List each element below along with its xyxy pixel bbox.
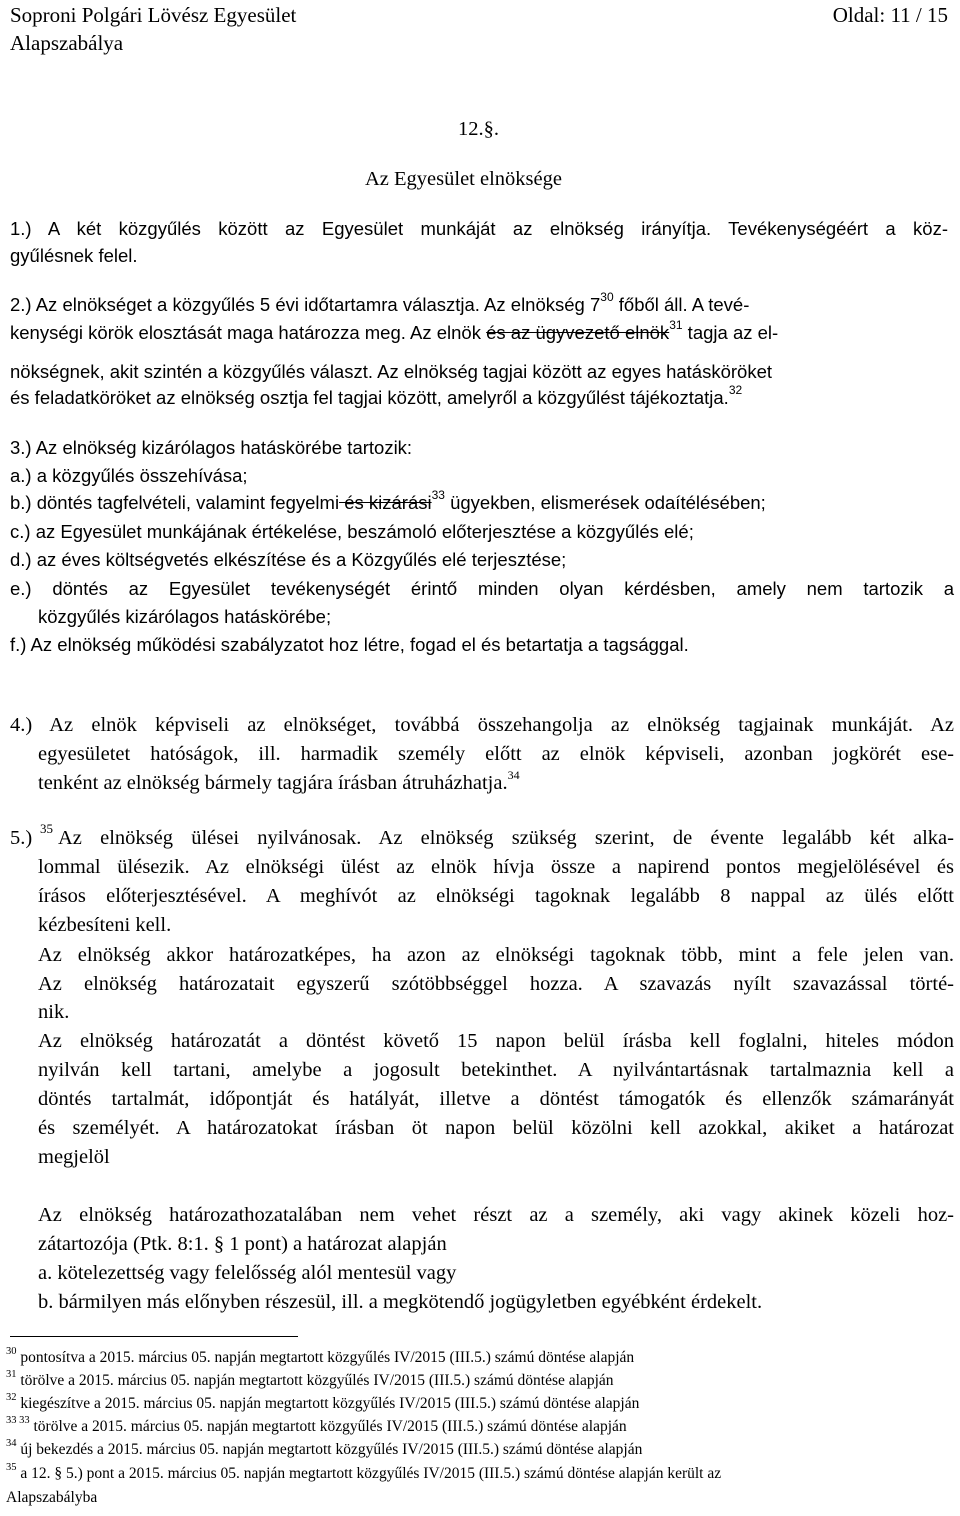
- p5-line-4: kézbesíteni kell.: [38, 914, 172, 936]
- footnote-34: [6, 1438, 643, 1459]
- p6-item-b: b. bármilyen más előnyben részesül, ill. a megkötendő jogügyletben egyébként érdekelt.: [38, 1291, 763, 1313]
- p4-line1: 4.) Az elnök képviseli az elnökséget, továbbá összehangolja az elnökség tagjainak munkáját. Az: [10, 714, 954, 736]
- footnote-31-text: törölve a 2015. március 05. napján megtartott közgyűlés IV/2015 (III.5.) számú döntése alapján: [16, 1372, 614, 1389]
- p5-number-text: 5.): [10, 827, 33, 849]
- header-org-name: Soproni Polgári Lövész Egyesület: [10, 3, 297, 27]
- footnote-ref-30: 30: [600, 290, 614, 304]
- p2-struck-text: és az ügyvezető elnök: [486, 322, 670, 343]
- p3-item-e-line2: közgyűlés kizárólagos hatáskörébe;: [38, 606, 332, 627]
- p2-line1-text-b: főből áll. A tevé-: [613, 294, 750, 315]
- p2-line2-text-a: kenységi körök elosztását maga határozza meg. Az elnök: [10, 322, 487, 343]
- p2-line1-text-a: 2.) Az elnökséget a közgyűlés 5 évi időtartamra választja. Az elnökség 7: [10, 294, 601, 315]
- footnote-separator: [10, 1336, 298, 1337]
- p3-struck-text: és kizárási: [339, 492, 432, 513]
- p6-line1: Az elnökség határozathozatalában nem vehet részt az a személy, aki vagy akinek közeli hoz-: [38, 1204, 954, 1226]
- footnote-34-number: 34: [6, 1438, 17, 1449]
- footnote-33-number: 33 33: [6, 1415, 30, 1426]
- p1-line2: gyűlésnek felel.: [10, 245, 138, 266]
- header-doc-title: Alapszabálya: [10, 31, 124, 55]
- p2-line2-text-b: tagja az el-: [682, 322, 779, 343]
- footnote-30: [6, 1346, 635, 1367]
- p5-line-5: Az elnökség akkor határozatképes, ha azon az elnökségi tagoknak több, mint a fele jelen van.: [38, 944, 954, 966]
- p1-line1: 1.) A két közgyűlés között az Egyesület munkáját az elnökség irányítja. Tevékenységéért a köz-: [10, 218, 948, 239]
- p5-line-11: és személyét. A határozatokat írásban öt napon belül közölni kell azokkal, akiket a határozat: [38, 1117, 954, 1139]
- p5-line-1: Az elnökség ülései nyilvánosak. Az elnökség szükség szerint, de évente legalább két alka-: [58, 827, 954, 849]
- p5-line-7: nik.: [38, 1001, 70, 1023]
- p3-item-b-text-a: b.) döntés tagfelvételi, valamint fegyelmi: [10, 492, 340, 513]
- section-title: Az Egyesület elnöksége: [365, 168, 562, 190]
- p2-line4-text: és feladatköröket az elnökség osztja fel tagjai között, amelyről a közgyűlést tájékoztatja.: [10, 387, 729, 408]
- p2-line3: nökségnek, akit szintén a közgyűlés választ. Az elnökség tagjai között az egyes hatásköröket: [10, 361, 773, 382]
- p3-item-d: d.) az éves költségvetés elkészítése és a Közgyűlés elé terjesztése;: [10, 549, 567, 570]
- footnote-32: [6, 1392, 640, 1413]
- footnote-ref-35: 35: [40, 821, 53, 836]
- footnote-ref-31: 31: [669, 318, 683, 332]
- footnote-34-text: új bekezdés a 2015. március 05. napján megtartott közgyűlés IV/2015 (III.5.) számú döntése alapján: [16, 1441, 643, 1458]
- section-number: 12.§.: [458, 118, 499, 140]
- p3-intro: 3.) Az elnökség kizárólagos hatáskörébe tartozik:: [10, 437, 413, 458]
- p5-line-10: döntés tartalmát, időpontját és hatályát, illetve a döntést támogatók és ellenzők számarányát: [38, 1088, 954, 1110]
- p6-line2: zátartozója (Ptk. 8:1. § 1 pont) a határozat alapján: [38, 1233, 447, 1255]
- p4-line2: egyesületet hatóságok, ill. harmadik személy előtt az elnök képviseli, azonban jogkörét ese-: [38, 743, 954, 765]
- p3-item-c: c.) az Egyesület munkájának értékelése, beszámoló előterjesztése a közgyűlés elé;: [10, 521, 694, 542]
- p5-line-12: megjelöl: [38, 1146, 110, 1168]
- footnote-35-continuation: Alapszabályba: [6, 1489, 98, 1506]
- p2-line1: [10, 290, 948, 316]
- footnote-32-number: 32: [6, 1392, 17, 1403]
- p5-line-3: írásos előterjesztésével. A meghívót az elnökségi tagoknak legalább 8 nappal az ülés előtt: [38, 885, 954, 907]
- footnote-ref-33: 33: [431, 488, 445, 502]
- p3-item-f: f.) Az elnökség működési szabályzatot hoz létre, fogad el és betartatja a tagsággal.: [10, 634, 689, 655]
- footnote-33-text: törölve a 2015. március 05. napján megtartott közgyűlés IV/2015 (III.5.) számú döntése alapján: [29, 1418, 627, 1435]
- footnote-35-text: a 12. § 5.) pont a 2015. március 05. napján megtartott közgyűlés IV/2015 (III.5.) számú döntése alapján került az: [16, 1465, 722, 1482]
- p3-item-a: a.) a közgyűlés összehívása;: [10, 465, 248, 486]
- p5-line-8: Az elnökség határozatát a döntést követő 15 napon belül írásba kell foglalni, hiteles módon: [38, 1030, 954, 1052]
- p3-item-e-line1: e.) döntés az Egyesület tevékenységét érintő minden olyan kérdésben, amely nem tartozik a: [10, 578, 954, 599]
- footnote-33: [6, 1415, 627, 1436]
- footnote-31: [6, 1369, 614, 1390]
- footnote-30-number: 30: [6, 1346, 17, 1357]
- p5-line-9: nyilván kell tartani, amelybe a jogosult betekinthet. A nyilvántartásnak tartalmaznia kell a: [38, 1059, 954, 1081]
- p3-item-b-text-b: ügyekben, elismerések odaítélésében;: [444, 492, 766, 513]
- p4-line3-text: tenként az elnökség bármely tagjára írásban átruházhatja.: [38, 772, 508, 794]
- p6-item-a: a. kötelezettség vagy felelősség alól mentesül vagy: [38, 1262, 457, 1284]
- p2-line2: [10, 318, 779, 344]
- p4-line3: [38, 768, 520, 795]
- footnote-32-text: kiegészítve a 2015. március 05. napján megtartott közgyűlés IV/2015 (III.5.) számú döntése alapján: [16, 1395, 640, 1412]
- p3-item-b: [10, 488, 766, 514]
- footnote-ref-32: 32: [728, 383, 743, 397]
- footnote-35-number: 35: [6, 1462, 17, 1473]
- footnote-31-number: 31: [6, 1369, 17, 1380]
- p5-line-6: Az elnökség határozatait egyszerű szótöbbséggel hozza. A szavazás nyílt szavazással törté-: [38, 973, 954, 995]
- footnote-ref-34: 34: [507, 768, 520, 782]
- p2-line4: [10, 383, 743, 409]
- header-page-number: Oldal: 11 / 15: [832, 3, 948, 27]
- footnote-30-text: pontosítva a 2015. március 05. napján megtartott közgyűlés IV/2015 (III.5.) számú döntése alapján: [16, 1349, 635, 1366]
- p5-line-2: lommal ülésezik. Az elnökségi ülést az elnök hívja össze a napirend pontos megjelölésével és: [38, 856, 954, 878]
- p5-number: [10, 827, 32, 850]
- footnote-35: [6, 1462, 722, 1483]
